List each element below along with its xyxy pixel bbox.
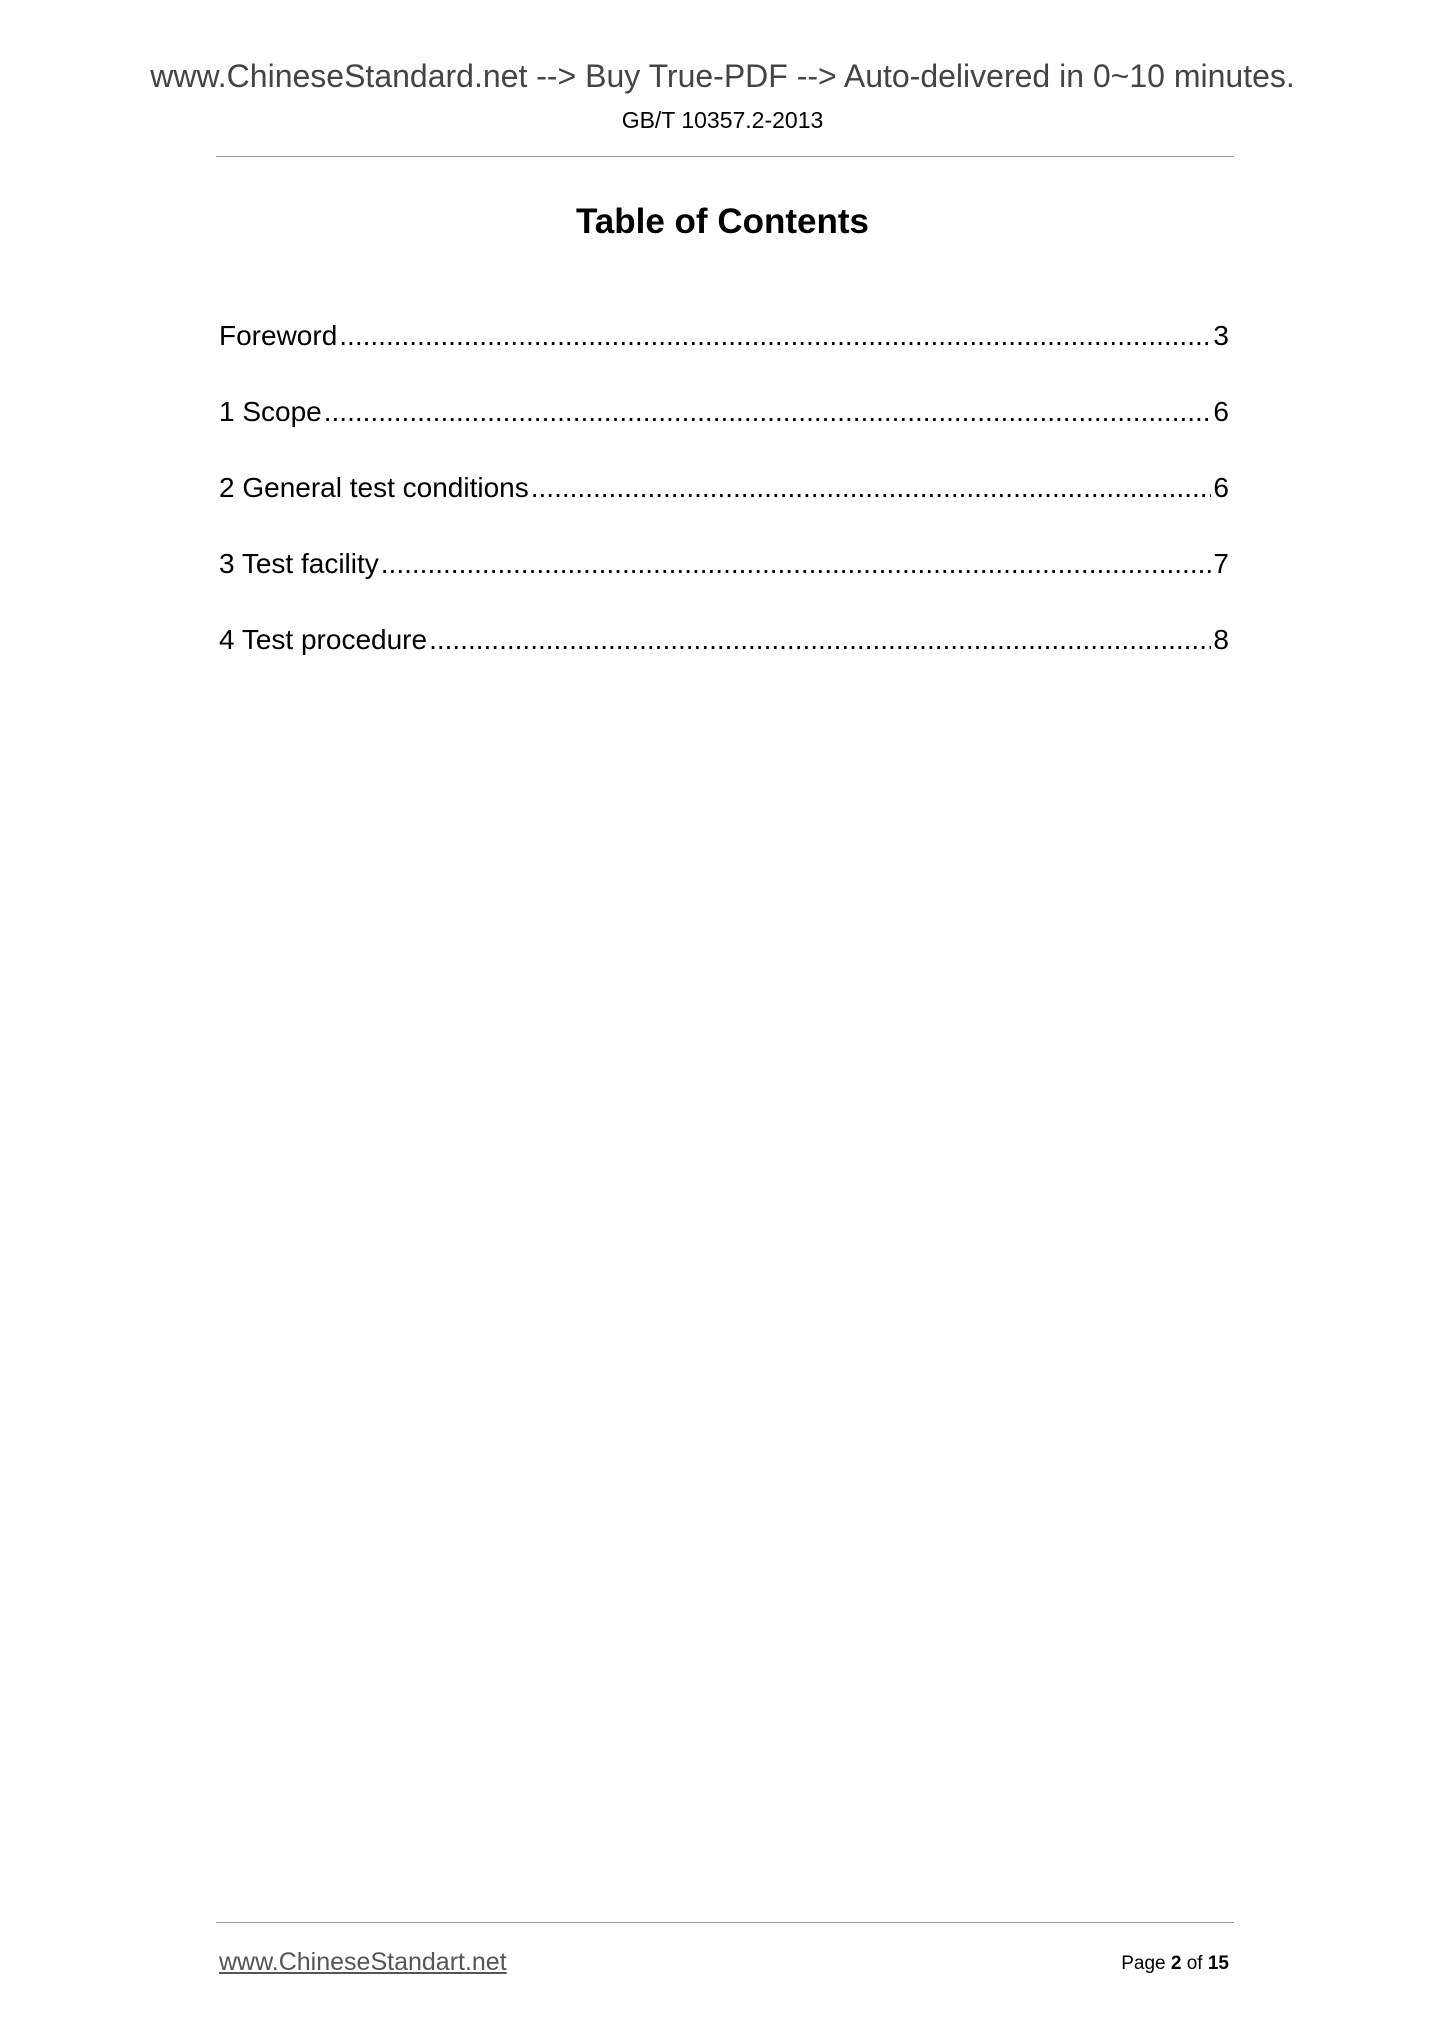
toc-entry-label: 3 Test facility (219, 548, 379, 579)
toc-dot-leader (339, 316, 1211, 356)
toc-dot-leader (381, 544, 1212, 584)
toc-dot-leader (324, 392, 1212, 432)
toc-entry-page: 3 (1213, 320, 1229, 351)
toc-entry-page: 8 (1213, 624, 1229, 655)
toc-title: Table of Contents (576, 202, 869, 241)
toc-entry-page: 6 (1213, 472, 1229, 503)
standard-code: GB/T 10357.2-2013 (621, 107, 824, 133)
toc-entry-general-test-conditions[interactable] (219, 468, 1229, 544)
toc-entry-test-facility[interactable] (219, 544, 1229, 620)
page-prefix: Page (1121, 1953, 1166, 1974)
toc-entry-page: 7 (1213, 548, 1229, 579)
toc-entry-scope[interactable] (219, 392, 1229, 468)
toc-entry-page: 6 (1213, 396, 1229, 427)
toc-entry-label: 1 Scope (219, 396, 322, 427)
toc-dot-leader (429, 620, 1211, 660)
toc-dot-leader (531, 468, 1212, 508)
total-pages: 15 (1207, 1953, 1229, 1974)
current-page: 2 (1170, 1953, 1182, 1974)
header-banner: www.ChineseStandard.net --> Buy True-PDF --> Auto-delivered in 0~10 minutes. (150, 58, 1295, 94)
footer-website-link[interactable]: www.ChineseStandart.net (219, 1948, 507, 1976)
toc-entry-test-procedure[interactable] (219, 620, 1229, 696)
toc-entry-label: 2 General test conditions (219, 472, 529, 503)
header-divider (216, 156, 1234, 157)
toc-entry-label: 4 Test procedure (219, 624, 428, 655)
table-of-contents (219, 316, 1229, 696)
page-number (1121, 1950, 1229, 1978)
toc-entry-label: Foreword (219, 320, 338, 351)
page-of: of (1186, 1953, 1203, 1974)
footer-divider (216, 1922, 1234, 1923)
toc-entry-foreword[interactable] (219, 316, 1229, 392)
